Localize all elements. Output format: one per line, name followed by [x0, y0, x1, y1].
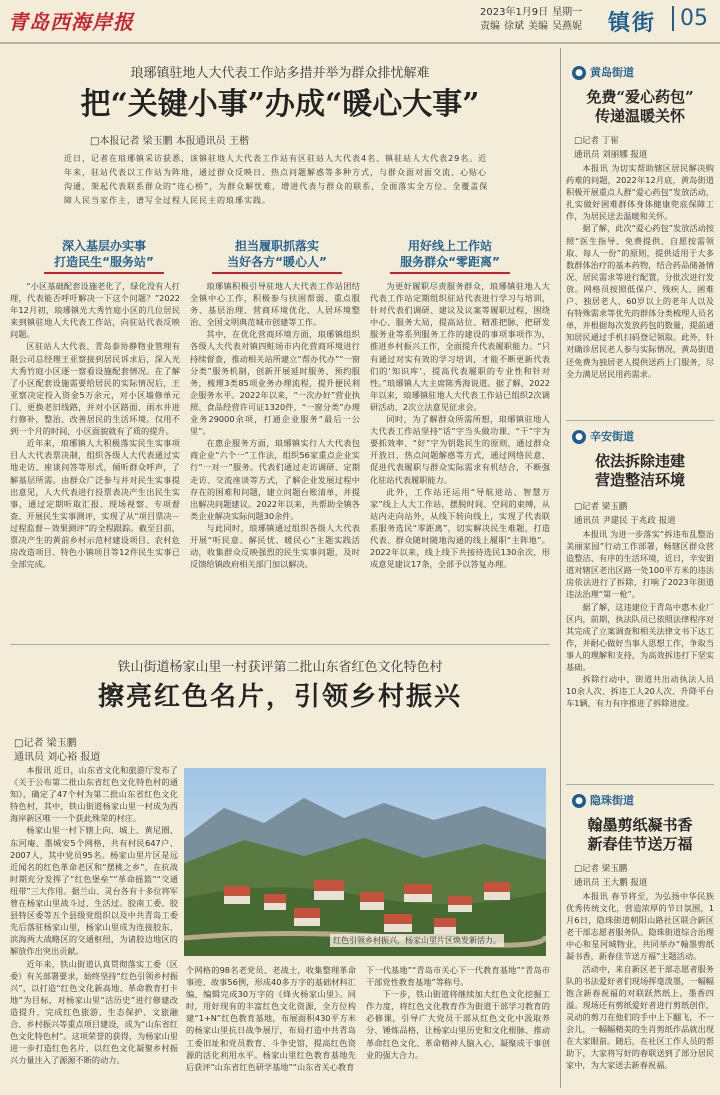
issue-info	[480, 6, 586, 34]
side2-tag	[572, 428, 634, 448]
side3-headline	[566, 816, 714, 854]
subhead-line: 当好各方“暖心人”	[212, 254, 342, 274]
art-name: 吴燕妮	[552, 21, 582, 32]
editor-label: 责编	[480, 21, 500, 32]
paragraph: 据了解，此次“爱心药包”发放活动按照“医生指导、免费提供、自愿按需领取、每人一份”的原则，提供适用于大多数群体治疗的基本药物，结合药品储备情况、居民需求等进行配置，分批次进行发放。网格员按照低保户、残疾人、困难户、独居老人、60岁以上的老年人以及有特殊需求等优先的群体分类梳理人员名单，并根据每次发放药包的数量，提前通知居民通过手机扫码登记领取。此外，针对确诊居民老人参与实际情况，黄岛街道还免费为独居老人提供送药上门服务，尽全力满足居民用药需求。	[566, 223, 714, 379]
side1-byline-1: □记者 丁崔	[574, 136, 619, 146]
bottom-byline-2: 通讯员 刘心裕 报道	[14, 752, 101, 763]
main-col1-body	[10, 280, 180, 638]
paragraph: 下一步，铁山街道将继续加大红色文化挖掘工作力度，将红色文化教育作为街道干部学习教育的必修课，引导广大党员干部从红色文化中汲取养分、锤炼品格，让杨家山里历史和文化根脉、推动革命红色文化、革命精神人脑入心，凝聚成干事创业的强大合力。	[366, 989, 550, 1060]
bottom-headline: 擦亮红色名片，引领乡村振兴	[97, 682, 462, 712]
paragraph: 琅琊镇积极引导驻地人大代表工作站团结全镇中心工作，积极参与扶困帮弱、重点服务、基层治理、营商环境优化、人居环境整治、全国文明典范城市创建等工作。	[190, 281, 360, 328]
headline-line: 依法拆除违建	[594, 452, 685, 470]
headline-line: 翰墨剪纸凝书香	[587, 816, 693, 834]
main-col2-body	[190, 280, 360, 638]
paragraph: 本报讯 为切实帮助辖区居民解决购药难的问题，2022年12月底，黄岛街道积极开展重点人群“爱心药包”发放活动，扎实做好困难群体身体健康兜底保障工作，为居民送去温暖和关怀。	[566, 163, 714, 222]
subhead-line: 用好线上工作站	[407, 239, 492, 253]
side3-body	[566, 890, 714, 1090]
paragraph: “小区基础配套设施老化了，绿化没有人打理，代表能否呼吁解决一下这个问题？”2022年12月初，琅琊镇光大秀竹庭小区的几位居民来到镇驻地人大代表工作站，向驻站代表反映问题。	[10, 281, 180, 340]
main-headline: 把“关键小事”办成“暖心大事”	[80, 87, 480, 122]
issue-weekday: 星期一	[552, 7, 583, 18]
headline-line: 免费“爱心药包”	[586, 88, 694, 106]
paragraph: 近年来，铁山街道认真贯彻落实工委（区委）有关部署要求，始终坚持“红色引领乡村振兴”，以打造“红色文化新高地、革命教育打卡地”为目标，对杨家山里“活历史”进行修建改造提升，完成红色旅游、生态保护、文旅融合、乡村振兴等重点项目建设，成为“山东省红色文化特色村”。这项荣誉的获得，为杨家山里进一步打造红色名片、以红色文化凝聚乡村振兴力量注入了源源不断的动力。	[10, 958, 178, 1066]
headline-line: 传递温暖关怀	[594, 107, 685, 125]
location-pin-icon: ●	[572, 794, 586, 808]
main-lead: 近日，记者在琅琊镇采访获悉，该镇驻地人大代表工作站有区驻站人大代表4名、镇驻站人大代表29名。近年来，驻站代表以工作站为阵地，通过群众反映日、热点问题解惑等多种方式，与群众面对面交流、心贴心沟通，架起代表联系群众的“连心桥”，为群众解忧难，增进代表与群众的联系，全面落实全方位、全覆盖保障人民当家作主，谱写全过程人民民主的琅琊实践。	[64, 154, 489, 205]
headline-line: 营造整洁环境	[594, 471, 685, 489]
paragraph: 下一代基地”“青岛市关心下一代教育基地”“青岛市干部党性教育基地”等称号。	[366, 965, 550, 988]
bottom-col2-body	[186, 964, 356, 1090]
side2-byline-1: □记者 梁玉鹏	[574, 502, 628, 512]
side-tag-label: 辛安街道	[590, 430, 634, 443]
photo-caption: 红色引领乡村振兴，杨家山里片区焕发新活力。	[330, 934, 504, 947]
bottom-col1-body	[10, 764, 178, 1090]
side3-byline-1: □记者 梁玉鹏	[574, 864, 628, 874]
main-kicker: 琅琊镇驻地人大代表工作站多措并举为群众排忧解难	[130, 66, 430, 81]
side-divider	[566, 420, 714, 421]
side-tag-label: 隐珠街道	[590, 794, 634, 807]
page-number: 05	[672, 6, 718, 31]
bottom-kicker: 铁山街道杨家山里一村获评第二批山东省红色文化特色村	[117, 660, 443, 675]
paragraph: 本报讯 近日，山东省文化和旅游厅发布了《关于公布第二批山东省红色文化特色村的通知》，确定了47个村为第二批山东省红色文化特色村，其中，铁山街道杨家山里一村成为西海岸新区唯一一个获此殊荣的村庄。	[10, 765, 178, 824]
paragraph: 与此同时，琅琊镇通过组织各级人大代表开展“听民意、解民忧、暖民心”主题实践活动，收集群众反映强烈的民生实事问题，及时反馈给镇政府相关部门加以解决。	[190, 522, 360, 570]
page-header	[0, 0, 720, 44]
side-divider	[566, 784, 714, 785]
side1-body	[566, 162, 714, 414]
side3-byline-2: 通讯员 王大鹏 报道	[574, 878, 648, 888]
newspaper-logo: 青岛西海岸报	[8, 10, 134, 34]
paragraph: 据了解，这违建位于青岛中惠木业厂区内，前期，执法队员已依照法律程序对其完成了立案调查和相关法律文书下达工作，并耐心做好当事人思想工作，争取当事人的理解和支持，为高效拆违打下坚实基础。	[566, 601, 714, 673]
paragraph: 此外，工作站还运用“导航进站、智慧万家”线上人大工作站，摆脱时间、空间的束缚，从站内走向站外，从线下转向线上，实现了代表联系服务选民“零距离”，切实解决民生难题，打造代表、群众随时随地沟通的线上履职“主阵地”。2022年以来，线上线下共接待选民130余次，形成意见建议17条，全部予以答复办理。	[370, 486, 550, 570]
side-tag-label: 黄岛街道	[590, 66, 634, 79]
paragraph: 在惠企服务方面，琅琊镇实行人大代表包商企业“六个一”工作法，组织56家重点企业实行“一对一”服务。代表们通过走访调研、定期走访、交流座谈等方式，了解企业发展过程中存在的困难和问题，建立问题台账清单，并提出解决问题建议。2022年以来，共帮助全镇各类企业解决实际问题30余件。	[190, 438, 360, 521]
subhead-line: 打造民生“服务站”	[44, 254, 164, 274]
main-col3-body	[370, 280, 550, 638]
side2-byline-2: 通讯员 尹建民 于兆政 报道	[574, 516, 676, 526]
art-label: 美编	[528, 21, 548, 32]
paragraph: 拆除行动中，街道共出动执法人员10余人次、拆违工人20人次、升降平台车1辆，有力有序推进了拆除进度。	[566, 674, 714, 709]
bottom-col3-body	[366, 964, 550, 1090]
paragraph: 区驻站人大代表、青岛泰协静物业管理有限公司总经理王亚察接到居民诉求后，深入光大秀竹庭小区逐一察看设施配套情况。在了解了小区配套设施需要给居民的实际情况后，王亚察决定投入资金5万余元，对小区墙修单元门、更换老旧线路，并对小区路面、雨水井进行修补，整治、改善居民的生活环境。仅用不到一个月的时间，小区面貌就有了质的提升。	[10, 341, 180, 437]
side1-tag	[572, 64, 634, 84]
subhead-line: 深入基层办实事	[61, 239, 146, 253]
col3-subhead	[390, 238, 510, 274]
village-landscape-image	[184, 768, 546, 956]
side1-byline-2: 通讯员 刘丽娜 报道	[574, 150, 648, 160]
side1-headline	[566, 88, 714, 126]
editor-name: 徐斌	[504, 21, 524, 32]
side3-tag	[572, 792, 634, 812]
side2-headline	[566, 452, 714, 490]
paragraph: 本报讯 为进一步落实“拆违布乱整治美丽家园”行动工作部署，畅辖区群众营造整洁、有序的生活环境，近日，辛安街道对辖区老出区路一处100平方米的违法房依法进行了拆除，打响了2023年街道违法治理“第一枪”。	[566, 529, 714, 600]
bottom-byline-1: □记者 梁玉鹏	[14, 738, 77, 749]
paragraph: 同时，为了解群众所需所想，琅琊镇驻地人大代表工作站坚持“话”字当头做功课、“干”字为要抓效率、“好”字为钥匙民生的原则，通过群众开放日、热点问题解惑等方式，通过网络民意、促进代表履职与群众实际需求有机结合，不断强化驻站代表履职能力。	[370, 414, 550, 485]
issue-date: 2023年1月9日	[480, 7, 549, 18]
location-pin-icon: ●	[572, 66, 586, 80]
main-byline: □本报记者 梁玉鹏 本报通讯员 王楷	[90, 136, 249, 147]
paragraph: 其中，在优化营商环境方面，琅琊镇组织各级人大代表对镇四赃场市内化营商环境进行持续督查，推动相关站所建立“帮办代办”“一窗分类”服务机制，创新开展延时服务、预约服务，梳理3类85项业务办理流程，提升便民利企服务水平。2022年以来，“一次办好”营业执照、食品经营许可证1320件，“一窗分类”办理业务29000余项，打通企业服务“最后一公里”。	[190, 329, 360, 437]
subhead-line: 服务群众“零距离”	[390, 254, 510, 274]
paragraph: 近年来，琅琊镇人大积极落实民生实事项目人大代表票决制，组织各级人大代表通过实地走访、座谈问答等形式，倾听群众呼声，了解基层所需。由群众广泛参与并对民生实事提出意见，人大代表进行投票表决产生出民生实事，通过定期听取汇报、现场视察、专项督查、开展民生实事测评，实现了从“项目票决－过程监督－效果测评”的全程跟踪。截至目前，票决产生的黄前乡村示范村建设项目、农村危房改造项目、特色小镇项目等12件民生实事已全部完成。	[10, 438, 180, 570]
paragraph: 为更好履职尽责服务群众，琅琊镇驻地人大代表工作站定期组织驻站代表进行学习与培训，针对代表们调研、建议及议案等履职过程，围绕中心、服务大局，提高站位、精准把脉，把研发服务业等系列服务工作的建设的事项事项作为，推进乡村振兴工作，全面提升代表履职能力。“只有通过对实有效的学习培训，才能不断更新代表们的‘知识库’，提高代表履职的专业性和针对性。”琅琊镇人大主席陈秀海说道。据了解，2022年以来，琅琊镇驻地人大代表工作站已组织2次调研活动、2次立法意见征求会。	[370, 281, 550, 412]
paragraph: 活动中，来自新区老干部志愿者服务队的书法爱好者们现场挥毫泼墨，一幅幅饱含新春祝福的对联跃然纸上，墨香四溢。现场还有剪纸爱好者进行剪纸创作，灵动的剪刀在他们的手中上下翻飞，不一会儿，一幅幅精美的生肖剪纸作品就出现在大家眼前。随后，在社区工作人员的帮助下，大家将写好的春联送到了部分居民家中，为大家送去新春祝福。	[566, 963, 714, 1071]
story-divider	[10, 644, 550, 645]
location-pin-icon: ●	[572, 430, 586, 444]
column-divider	[560, 48, 561, 1088]
headline-line: 新春佳节送万福	[587, 835, 693, 853]
paragraph: 个网格的98名老党员、老战士，收集整理革命事迹、故事56例，形成40多万字的基础材料汇编，编辑完成30万字的《烽火杨家山里》。同时，用好现有的丰富红色文化资源，全方位构建“1+N”红色教育基地，布展面积430平方米的杨家山里抗日战争展厅，布局打造中共青岛工委旧址和党员教育、斗争史馆，提高红色资源的活化利用水平。杨家山里红色教育基地先后获评“山东省红色研学基地”“山东省关心教育	[186, 965, 356, 1072]
village-photo	[184, 768, 546, 956]
subhead-line: 担当履职抓落实	[234, 239, 319, 253]
col1-subhead	[44, 238, 164, 274]
paragraph: 杨家山里一村下辖上向、城上、黄尼圈、东河庵、墨城安5个网格，共有村民647户、2007人，其中党员95名。杨家山里片区是远近闻名的红色革命老区和“摆桃之乡”，在抗战时期充分发挥了“红色堡垒”“革命摇篮”“交通纽带”三大作用。据兰山、灵台各有十多位将军曾在杨家山里战斗过、生活过。胶南工委、胶县特区委等五个县级党组织以及中共青岛工委先后落驻杨家山里，杨家山里成为连接胶东、滨海两大战略区的交通枢纽，为诸胶边地区的解放作出突出贡献。	[10, 825, 178, 957]
col2-subhead	[212, 238, 342, 274]
section-name: 镇街	[608, 11, 657, 36]
side2-body	[566, 528, 714, 776]
paragraph: 本报讯 春节将至，为弘扬中华民族优秀传统文化，营造浓厚的节日氛围，1月6日，隐珠街道朝阳山路社区联合新区老干部志愿者服务队、隐珠街道综合治理中心和星河城物业，共同举办“翰墨剪纸凝书香，新春佳节送万福”主题活动。	[566, 891, 714, 962]
